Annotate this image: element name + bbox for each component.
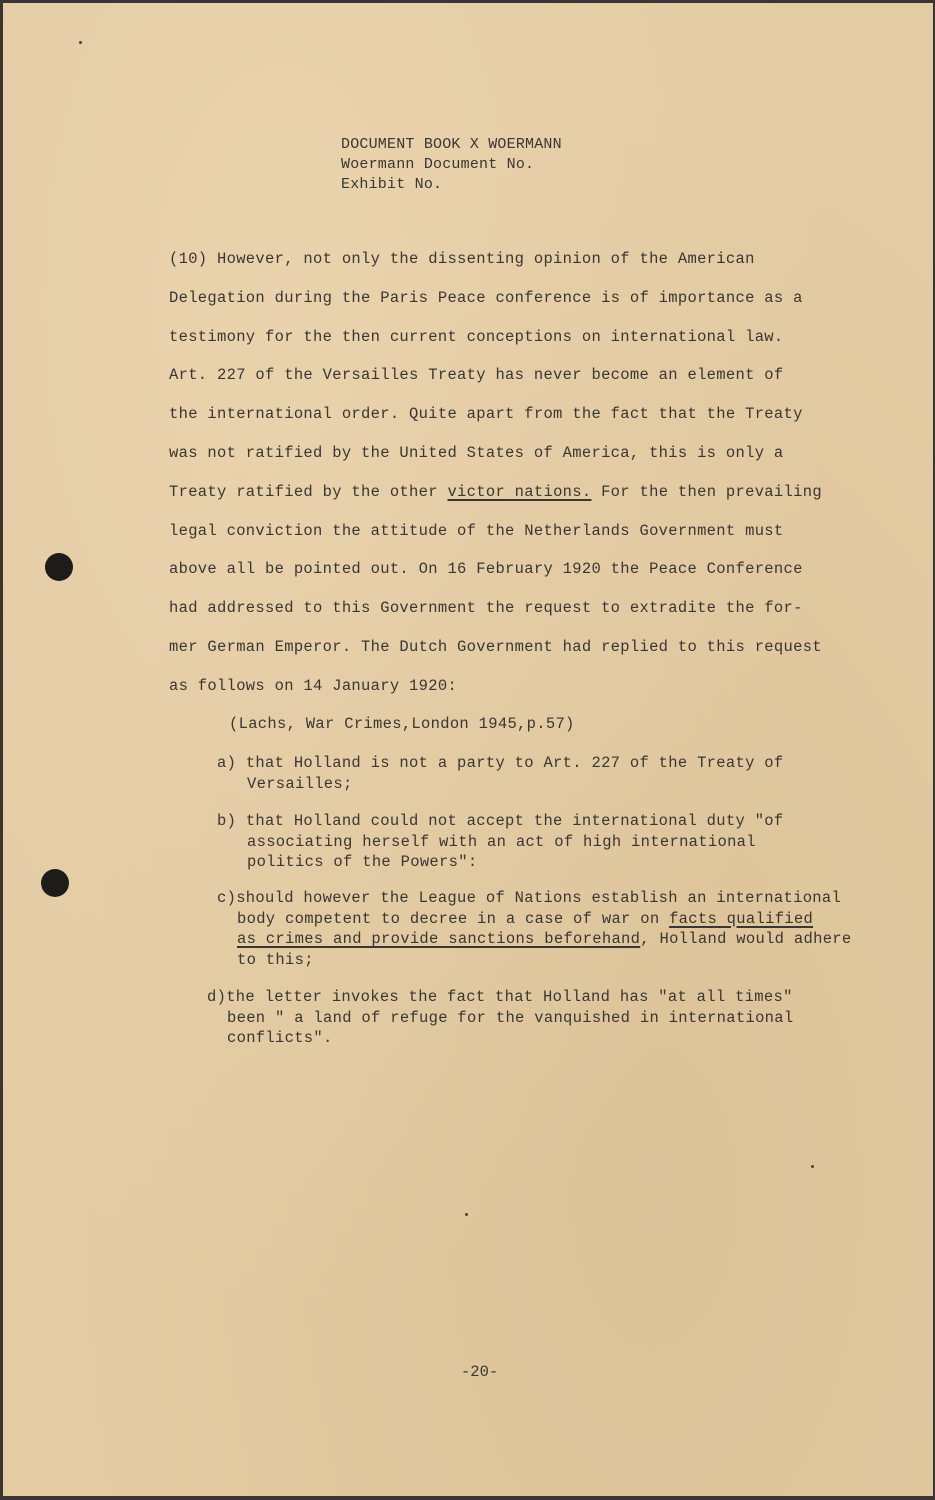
- document-book-title: DOCUMENT BOOK X WOERMANN: [341, 136, 562, 153]
- list-item-row: conflicts".: [227, 1029, 333, 1047]
- paragraph-text: Treaty ratified by the other: [169, 482, 448, 501]
- paragraph-line: testimony for the then current conceptions on international law.: [169, 327, 784, 346]
- list-item-text: that Holland could not accept the international duty "of: [245, 812, 784, 830]
- list-item-text: body competent to decree in a case of war on: [237, 909, 670, 928]
- list-item-row: c)should however the League of Nations establish an international: [217, 889, 842, 907]
- list-item-a: [217, 753, 784, 794]
- punch-hole: [41, 869, 69, 897]
- paragraph-line: was not ratified by the United States of America, this is only a: [169, 443, 784, 462]
- paper-speck: [811, 1165, 814, 1168]
- underlined-text: facts qualified: [669, 909, 814, 928]
- exhibit-number-label: Exhibit No.: [341, 176, 443, 193]
- list-item-text: that Holland is not a party to Art. 227 of the Treaty of: [245, 754, 784, 772]
- list-item-d: [207, 987, 794, 1049]
- list-item-b: [217, 811, 784, 873]
- list-item-label: b): [217, 812, 246, 830]
- list-item-row: associating herself with an act of high international: [247, 832, 756, 851]
- paragraph-line: [169, 482, 849, 521]
- citation: (Lachs, War Crimes,London 1945,p.57): [229, 715, 575, 733]
- paragraph-line: had addressed to this Government the request to extradite the for-: [169, 599, 803, 618]
- list-item-row: [217, 909, 852, 930]
- list-item-label: a): [217, 754, 246, 772]
- underlined-text: as crimes and provide sanctions beforehand: [237, 930, 641, 948]
- paragraph-line: as follows on 14 January 1920:: [169, 676, 458, 695]
- list-item-row: to this;: [237, 950, 314, 969]
- document-page: [3, 3, 933, 1496]
- list-item-row: [217, 811, 784, 832]
- page-number: -20-: [461, 1363, 499, 1381]
- paper-speck: [79, 41, 82, 44]
- list-item-row: Versailles;: [247, 774, 353, 793]
- document-header: [341, 135, 562, 195]
- paragraph-line: (10) However, not only the dissenting opinion of the American: [169, 250, 755, 268]
- paragraph-line: mer German Emperor. The Dutch Government had replied to this request: [169, 637, 822, 656]
- paragraph-line: above all be pointed out. On 16 February 1920 the Peace Conference: [169, 560, 803, 579]
- paragraph-line: Art. 227 of the Versailles Treaty has never become an element of: [169, 366, 784, 385]
- paragraph-text: For the then prevailing: [591, 482, 822, 501]
- list-item-c: [217, 888, 852, 970]
- paragraph-line: legal conviction the attitude of the Netherlands Government must: [169, 521, 784, 540]
- body-paragraph: [169, 249, 849, 715]
- list-item-row: been " a land of refuge for the vanquished in international: [227, 1008, 794, 1027]
- paragraph-line: Delegation during the Paris Peace conference is of importance as a: [169, 288, 803, 307]
- list-item-text: , Holland would adhere: [640, 930, 852, 948]
- list-item-row: [217, 929, 852, 950]
- punch-hole: [45, 553, 73, 581]
- list-item-row: politics of the Powers":: [247, 853, 478, 871]
- paper-speck: [465, 1213, 468, 1216]
- underlined-text: victor nations.: [447, 482, 592, 501]
- list-item-row: [217, 753, 784, 774]
- paragraph-line: the international order. Quite apart from the fact that the Treaty: [169, 405, 803, 424]
- document-number-label: Woermann Document No.: [341, 156, 535, 173]
- list-item-row: d)the letter invokes the fact that Holland has "at all times": [207, 988, 793, 1006]
